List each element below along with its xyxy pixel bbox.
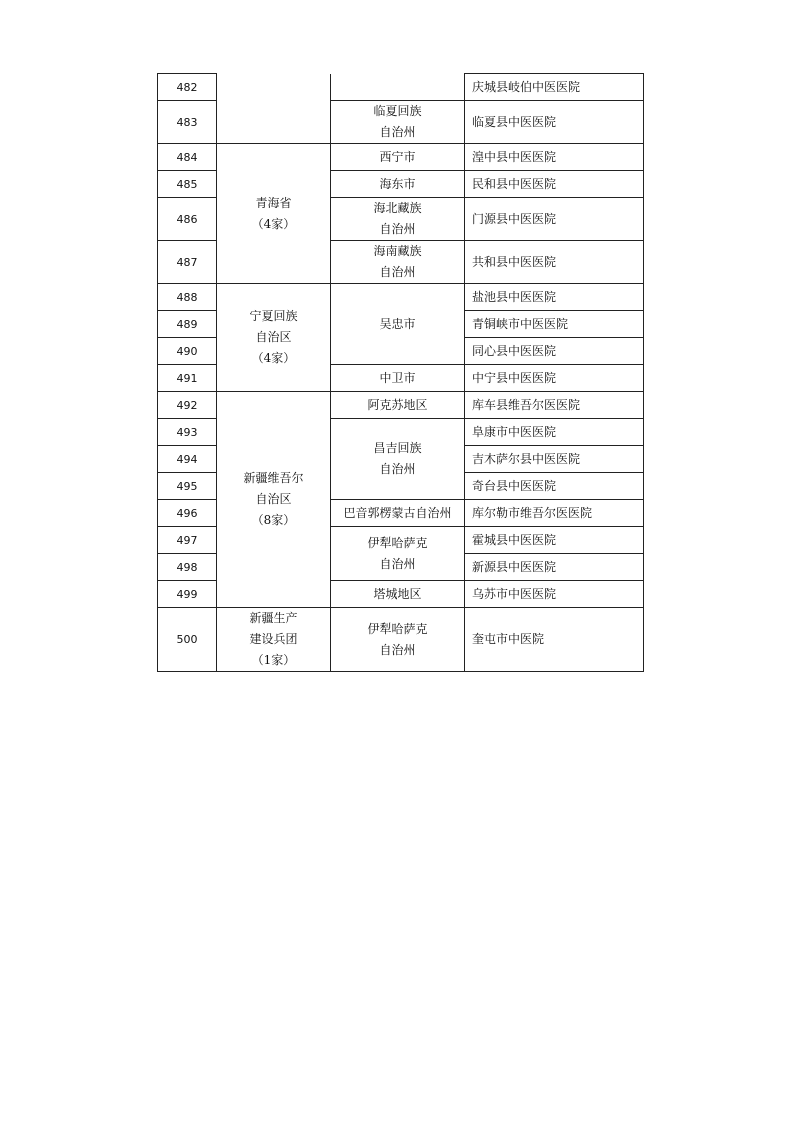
hospital-name: 青铜峡市中医医院	[465, 311, 644, 338]
hospital-name: 同心县中医医院	[465, 338, 644, 365]
row-number: 490	[158, 338, 217, 365]
row-number: 484	[158, 144, 217, 171]
row-number: 497	[158, 527, 217, 554]
row-number: 499	[158, 581, 217, 608]
hospital-name: 霍城县中医医院	[465, 527, 644, 554]
hospital-name: 民和县中医医院	[465, 171, 644, 198]
hospital-name: 盐池县中医医院	[465, 284, 644, 311]
hospital-name: 新源县中医医院	[465, 554, 644, 581]
city-cell: 西宁市	[331, 144, 465, 171]
row-number: 494	[158, 446, 217, 473]
table-row	[158, 284, 644, 311]
row-number: 485	[158, 171, 217, 198]
hospital-name: 临夏县中医医院	[465, 101, 644, 144]
city-cell: 巴音郭楞蒙古自治州	[331, 500, 465, 527]
hospital-name: 庆城县岐伯中医医院	[465, 74, 644, 101]
row-number: 482	[158, 74, 217, 101]
hospital-name: 乌苏市中医医院	[465, 581, 644, 608]
hospital-name: 吉木萨尔县中医医院	[465, 446, 644, 473]
table-row	[158, 74, 644, 101]
city-cell: 中卫市	[331, 365, 465, 392]
table-row	[158, 608, 644, 672]
city-cell: 海北藏族 自治州	[331, 198, 465, 241]
city-cell: 海东市	[331, 171, 465, 198]
hospital-name: 阜康市中医医院	[465, 419, 644, 446]
city-cell: 伊犁哈萨克 自治州	[331, 608, 465, 672]
hospital-name: 奎屯市中医院	[465, 608, 644, 672]
row-number: 493	[158, 419, 217, 446]
hospital-name: 库车县维吾尔医医院	[465, 392, 644, 419]
province-cell: 青海省 （4家）	[217, 144, 331, 284]
province-cell: 新疆生产 建设兵团 （1家）	[217, 608, 331, 672]
city-cell: 阿克苏地区	[331, 392, 465, 419]
row-number: 498	[158, 554, 217, 581]
row-number: 491	[158, 365, 217, 392]
city-cell	[331, 74, 465, 101]
city-cell: 海南藏族 自治州	[331, 241, 465, 284]
hospital-list-table	[157, 73, 644, 672]
row-number: 495	[158, 473, 217, 500]
row-number: 500	[158, 608, 217, 672]
hospital-name: 库尔勒市维吾尔医医院	[465, 500, 644, 527]
hospital-name: 奇台县中医医院	[465, 473, 644, 500]
row-number: 489	[158, 311, 217, 338]
province-cell: 新疆维吾尔 自治区 （8家）	[217, 392, 331, 608]
row-number: 496	[158, 500, 217, 527]
province-cell	[217, 74, 331, 144]
city-cell: 塔城地区	[331, 581, 465, 608]
hospital-name: 门源县中医医院	[465, 198, 644, 241]
row-number: 488	[158, 284, 217, 311]
city-cell: 吴忠市	[331, 284, 465, 365]
hospital-name: 共和县中医医院	[465, 241, 644, 284]
table-row	[158, 144, 644, 171]
row-number: 483	[158, 101, 217, 144]
hospital-name: 湟中县中医医院	[465, 144, 644, 171]
row-number: 492	[158, 392, 217, 419]
city-cell: 伊犁哈萨克 自治州	[331, 527, 465, 581]
table-row	[158, 392, 644, 419]
city-cell: 临夏回族 自治州	[331, 101, 465, 144]
city-cell: 昌吉回族 自治州	[331, 419, 465, 500]
province-cell: 宁夏回族 自治区 （4家）	[217, 284, 331, 392]
row-number: 486	[158, 198, 217, 241]
hospital-name: 中宁县中医医院	[465, 365, 644, 392]
row-number: 487	[158, 241, 217, 284]
